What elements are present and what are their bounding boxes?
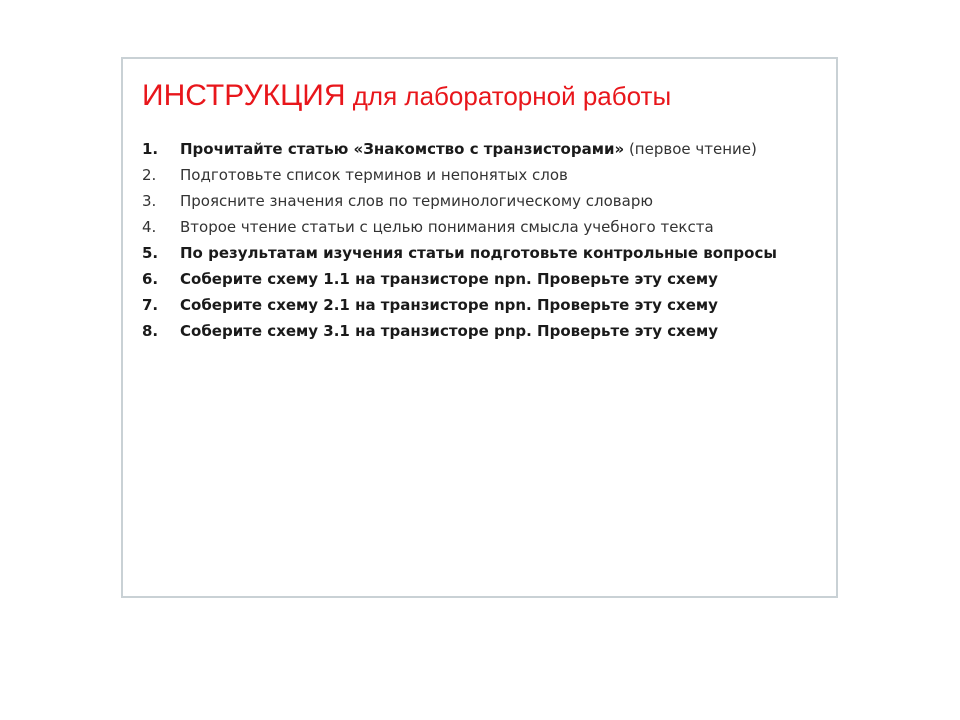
instruction-list bbox=[142, 139, 802, 347]
title-main: ИНСТРУКЦИЯ bbox=[142, 79, 346, 112]
step-text bbox=[180, 243, 802, 263]
step-number: 1. bbox=[142, 140, 159, 158]
list-item bbox=[142, 269, 802, 289]
step-bold-text: По результатам изучения статьи подготовьте контрольные вопросы bbox=[180, 244, 777, 262]
list-item bbox=[142, 191, 802, 211]
step-number: 3. bbox=[142, 192, 157, 210]
step-bold-text: Соберите схему 2.1 на транзисторе npn. Проверьте эту схему bbox=[180, 296, 718, 314]
step-normal-text: Подготовьте список терминов и непонятых слов bbox=[180, 166, 568, 184]
step-number: 2. bbox=[142, 166, 157, 184]
step-number: 5. bbox=[142, 244, 159, 262]
list-item bbox=[142, 139, 802, 159]
step-text bbox=[180, 191, 802, 211]
step-text bbox=[180, 165, 802, 185]
step-number: 6. bbox=[142, 270, 159, 288]
step-normal-text: Проясните значения слов по терминологическому словарю bbox=[180, 192, 653, 210]
step-text bbox=[180, 269, 802, 289]
list-item bbox=[142, 321, 802, 341]
title-sub: для лабораторной работы bbox=[345, 81, 672, 111]
list-item bbox=[142, 243, 802, 263]
step-number: 8. bbox=[142, 322, 159, 340]
step-text bbox=[180, 217, 802, 237]
step-number: 7. bbox=[142, 296, 159, 314]
list-item bbox=[142, 165, 802, 185]
list-item bbox=[142, 217, 802, 237]
step-text bbox=[180, 295, 802, 315]
step-text bbox=[180, 321, 802, 341]
step-bold-text: Соберите схему 3.1 на транзисторе pnp. Проверьте эту схему bbox=[180, 322, 718, 340]
step-normal-text: Второе чтение статьи с целью понимания смысла учебного текста bbox=[180, 218, 714, 236]
step-bold-text: Соберите схему 1.1 на транзисторе npn. Проверьте эту схему bbox=[180, 270, 718, 288]
list-item bbox=[142, 295, 802, 315]
step-number: 4. bbox=[142, 218, 157, 236]
step-text bbox=[180, 139, 802, 159]
step-normal-text: (первое чтение) bbox=[624, 140, 757, 158]
step-bold-text: Прочитайте статью «Знакомство с транзисторами» bbox=[180, 140, 625, 158]
slide-frame bbox=[121, 57, 838, 598]
slide-title bbox=[142, 75, 671, 114]
